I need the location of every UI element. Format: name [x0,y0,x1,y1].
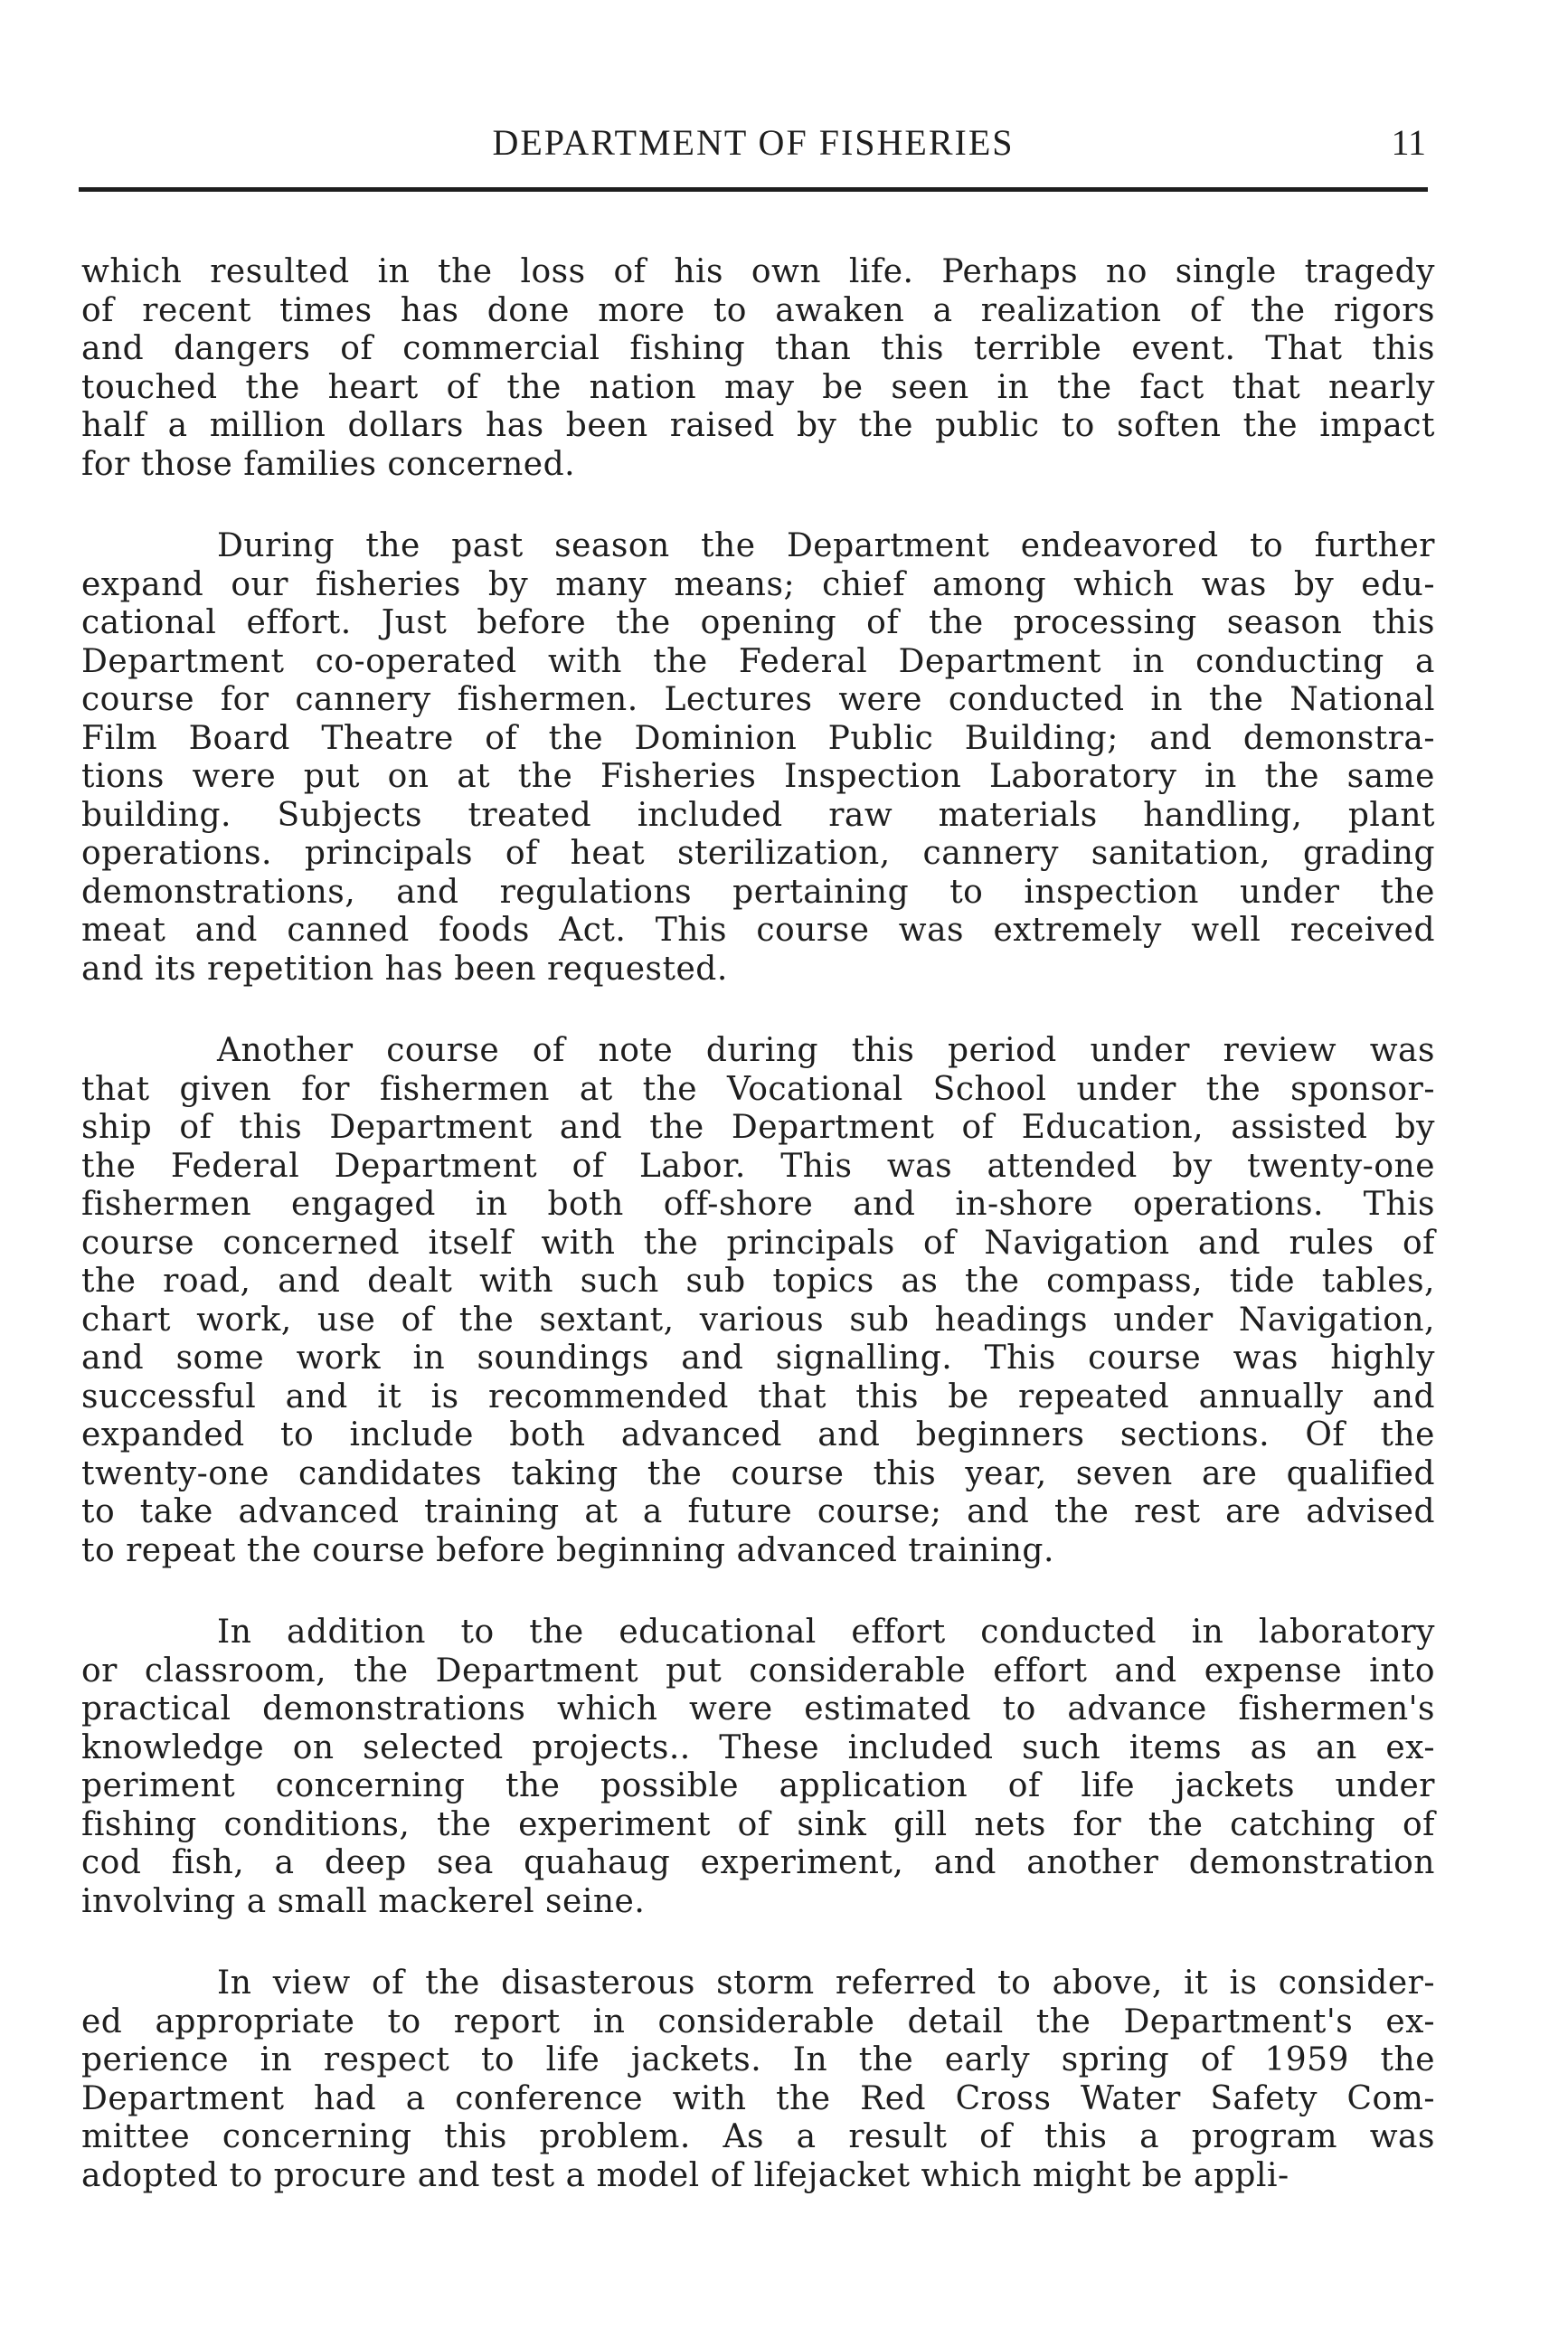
text-line: of recent times has done more to awaken a realization of the rigors [81,291,1435,329]
text-line: to take advanced training at a future course; and the rest are advised [81,1493,1435,1530]
text-line: ship of this Department and the Department of Education, assisted by [81,1109,1435,1146]
text-line: to repeat the course before beginning advanced training. [81,1531,1054,1569]
text-line: meat and canned foods Act. This course was extremely well received [81,912,1435,949]
text-line: touched the heart of the nation may be seen in the fact that nearly [81,368,1435,406]
text-line: mittee concerning this problem. As a result of this a program was [81,2118,1435,2155]
text-line: expanded to include both advanced and beginners sections. Of the [81,1416,1435,1453]
header-rule [79,187,1428,192]
text-line: and dangers of commercial fishing than this terrible event. That this [81,330,1435,367]
paragraph [81,1965,1435,2195]
text-line: cational effort. Just before the opening of the processing season this [81,604,1435,641]
text-line: cod fish, a deep sea quahaug experiment, and another demonstration [81,1844,1435,1881]
text-line: perience in respect to life jackets. In the early spring of 1959 the [81,2041,1435,2078]
text-line: practical demonstrations which were estimated to advance fishermen's [81,1690,1435,1728]
text-line: that given for fishermen at the Vocational School under the sponsor- [81,1070,1435,1108]
text-line: In addition to the educational effort conducted in laboratory [217,1614,1435,1651]
text-line: tions were put on at the Fisheries Inspection Laboratory in the same [81,758,1435,795]
text-line: or classroom, the Department put considerable effort and expense into [81,1652,1435,1690]
text-line: course for cannery fishermen. Lectures were conducted in the National [81,681,1435,718]
text-line: twenty-one candidates taking the course this year, seven are qualified [81,1454,1435,1492]
running-header [79,116,1428,170]
text-line: fishing conditions, the experiment of sink gill nets for the catching of [81,1805,1435,1843]
text-line: Department co-operated with the Federal Department in conducting a [81,642,1435,680]
text-line: In view of the disasterous storm referred to above, it is consider- [217,1965,1435,2002]
body-text [81,253,1435,2239]
text-line: involving a small mackerel seine. [81,1882,646,1920]
text-line: half a million dollars has been raised by the public to soften the impact [81,407,1435,444]
text-line: Another course of note during this period under review was [217,1032,1435,1069]
text-line: and its repetition has been requested. [81,950,728,988]
text-line: fishermen engaged in both off-shore and in-shore operations. This [81,1186,1435,1223]
text-line: During the past season the Department endeavored to further [217,527,1435,564]
text-line: chart work, use of the sextant, various sub headings under Navigation, [81,1301,1435,1339]
text-line: Film Board Theatre of the Dominion Public Building; and demonstra- [81,719,1435,757]
paragraph [81,1032,1435,1570]
text-line: periment concerning the possible application of life jackets under [81,1767,1435,1804]
paragraph [81,253,1435,484]
text-line: knowledge on selected projects.. These included such items as an ex- [81,1728,1435,1766]
text-line: operations. principals of heat sterilization, cannery sanitation, grading [81,835,1435,872]
text-line: adopted to procure and test a model of lifejacket which might be appli- [81,2156,1289,2194]
text-line: which resulted in the loss of his own life. Perhaps no single tragedy [81,253,1435,290]
page-number: 11 [1391,122,1426,163]
text-line: and some work in soundings and signalling. This course was highly [81,1340,1435,1377]
text-line: ed appropriate to report in considerable detail the Department's ex- [81,2002,1435,2040]
running-title: DEPARTMENT OF FISHERIES [492,122,1015,163]
text-line: for those families concerned. [81,445,576,483]
text-line: course concerned itself with the principals of Navigation and rules of [81,1224,1435,1262]
text-line: Department had a conference with the Red Cross Water Safety Com- [81,2079,1435,2117]
text-line: demonstrations, and regulations pertaining to inspection under the [81,873,1435,911]
text-line: expand our fisheries by many means; chief among which was by edu- [81,565,1435,603]
paragraph [81,527,1435,989]
text-line: successful and it is recommended that this be repeated annually and [81,1378,1435,1415]
text-line: the road, and dealt with such sub topics as the compass, tide tables, [81,1263,1435,1300]
text-line: building. Subjects treated included raw materials handling, plant [81,796,1435,834]
paragraph [81,1614,1435,1921]
text-line: the Federal Department of Labor. This was attended by twenty-one [81,1147,1435,1185]
